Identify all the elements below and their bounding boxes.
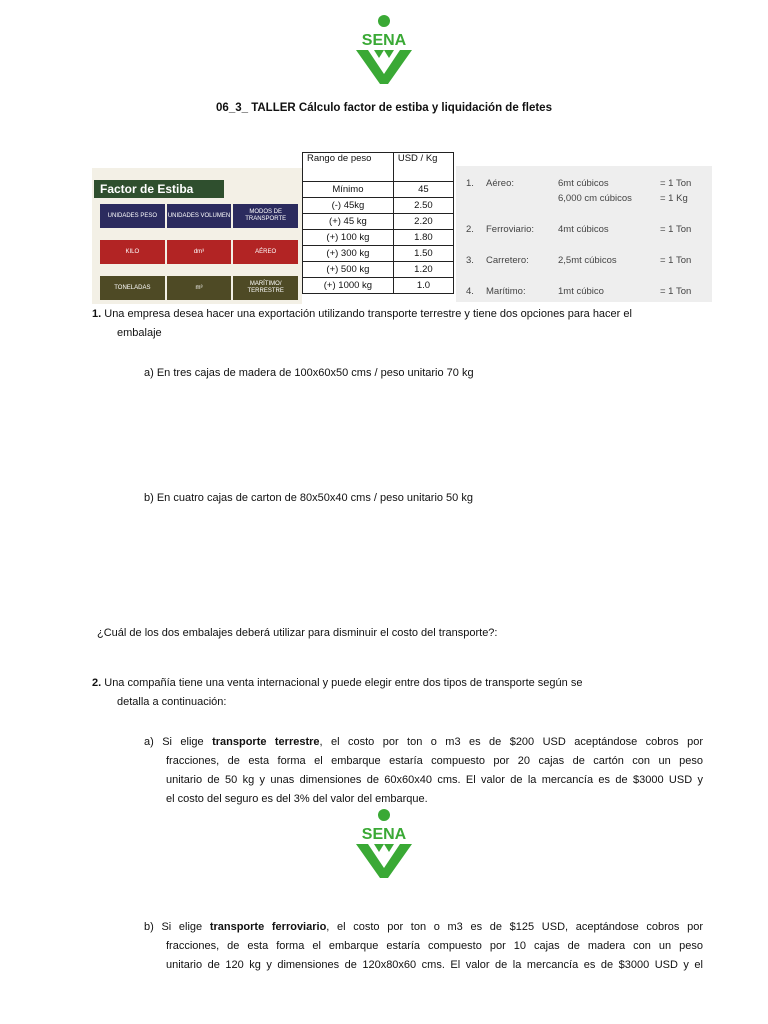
q1-line1: 1. Una empresa desea hacer una exportación utilizando transporte terrestre y tiene dos opciones para hacer el [92,308,632,320]
factor-estiba-row: KILO dm³ AÉREO [100,240,300,264]
factor-estiba-heading: Factor de Estiba [94,180,224,198]
table-row: (+) 300 kg 1.50 [303,246,454,262]
sena-logo [352,14,416,84]
factor-estiba-row: TONELADAS m³ MARÍTIMO/ TERRESTRE [100,276,300,300]
q1-line2: embalaje [117,327,162,339]
table-row: (+) 1000 kg 1.0 [303,278,454,294]
factor-estiba-figure [92,168,302,304]
q1-option-a: a) En tres cajas de madera de 100x60x50 cms / peso unitario 70 kg [144,367,474,379]
document-title: 06_3_ TALLER Cálculo factor de estiba y liquidación de fletes [216,102,552,114]
q1-question: ¿Cuál de los dos embalajes deberá utilizar para disminuir el costo del transporte?: [97,627,498,639]
rango-peso-table [302,152,454,294]
q1-option-b: b) En cuatro cajas de carton de 80x50x40 cms / peso unitario 50 kg [144,492,473,504]
sena-logo [352,808,416,878]
factor-estiba-row: UNIDADES PESO UNIDADES VOLUMEN MODOS DE TRANSPORTE [100,204,300,228]
table-row: (+) 500 kg 1.20 [303,262,454,278]
logo-text: SENA [361,826,407,843]
table-row: Mínimo 45 [303,182,454,198]
table-header: USD / Kg [393,153,453,182]
table-row: (-) 45kg 2.50 [303,198,454,214]
logo-text: SENA [361,32,407,49]
transport-equivalence-figure: 1. Aéreo: 6mt cúbicos = 1 Ton 6,000 cm cúbicos = 1 Kg 2. Ferroviario: 4mt cúbicos = 1 Ton 3. Carretero: 2,5mt cúbicos = 1 Ton 4. Marítimo: 1mt cúbico = 1 Ton [456,166,712,302]
q2-line2: detalla a continuación: [117,696,227,708]
q2-option-b: b) Si elige transporte ferroviario, el costo por ton o m3 es de $125 USD, aceptándose cobros por fracciones, de esta forma el embarque estaría compuesto por 10 cajas de madera con un peso unitario de 120 kg y dimensiones de 120x80x60 cms. El valor de la mercancía es de $3000 USD y el [144,921,703,971]
q2-option-a: a) Si elige transporte terrestre, el costo por ton o m3 es de $200 USD aceptándose cobros por fracciones, de esta forma el embarque estaría compuesto por 20 cajas de cartón con un peso unitario de 50 kg y unas dimensiones de 60x60x40 cms. El valor de la mercancía es de $3000 USD y el costo del seguro es del 3% del valor del embarque. [144,736,703,805]
table-row: (+) 100 kg 1.80 [303,230,454,246]
q2-line1: 2. Una compañía tiene una venta internacional y puede elegir entre dos tipos de transporte según se [92,677,583,689]
table-header: Rango de peso [303,153,394,182]
table-row: (+) 45 kg 2.20 [303,214,454,230]
